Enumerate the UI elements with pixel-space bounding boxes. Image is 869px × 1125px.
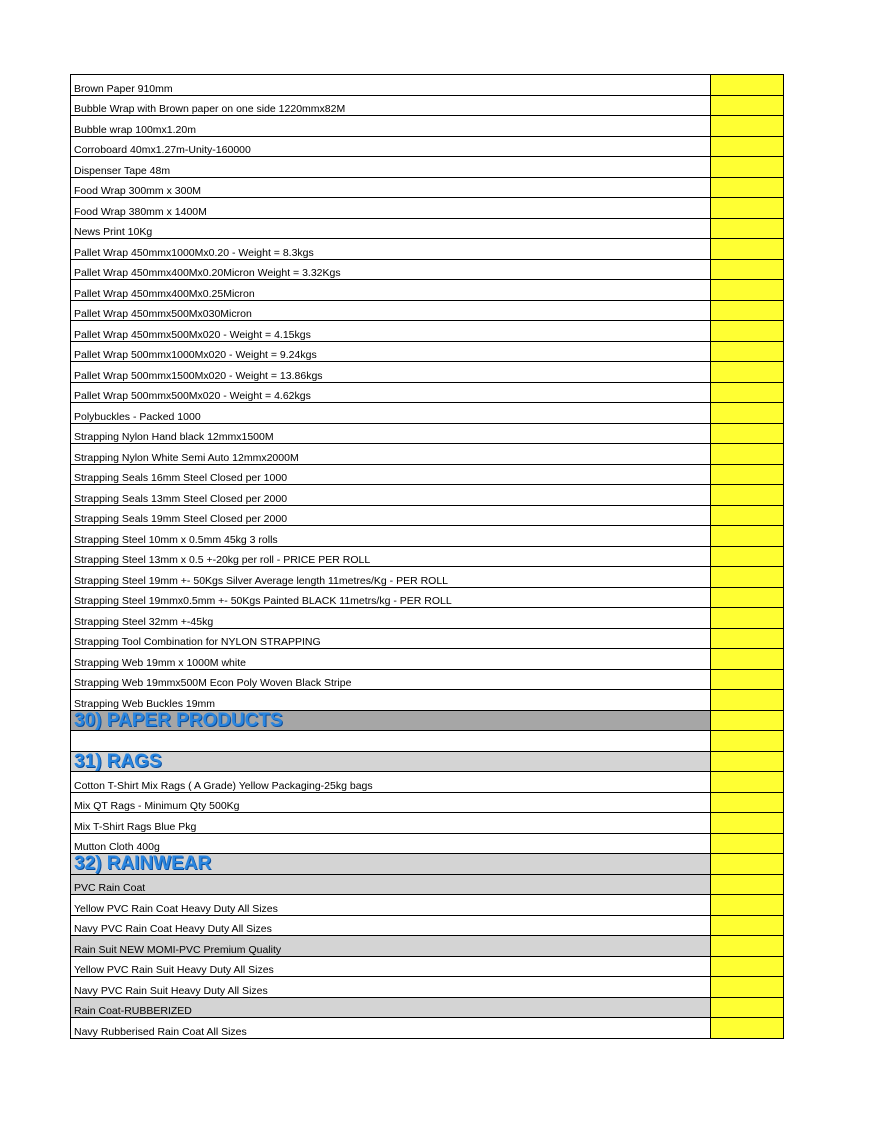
product-row (71, 833, 784, 854)
product-row (71, 280, 784, 301)
price-cell[interactable] (711, 792, 784, 813)
product-description: Dispenser Tape 48m (71, 157, 711, 178)
product-row (71, 177, 784, 198)
product-description: Navy PVC Rain Suit Heavy Duty All Sizes (71, 977, 711, 998)
product-row (71, 956, 784, 977)
product-row (71, 567, 784, 588)
product-description: Yellow PVC Rain Suit Heavy Duty All Sizes (71, 956, 711, 977)
product-description: Strapping Seals 16mm Steel Closed per 1000 (71, 464, 711, 485)
product-description: Strapping Steel 19mm +- 50Kgs Silver Average length 11metres/Kg - PER ROLL (71, 567, 711, 588)
price-cell[interactable] (711, 772, 784, 793)
section-title: 31) RAGS (71, 751, 711, 772)
price-cell[interactable] (711, 690, 784, 711)
product-row (71, 608, 784, 629)
product-description: Pallet Wrap 500mmx500Mx020 - Weight = 4.62kgs (71, 382, 711, 403)
price-cell[interactable] (711, 1018, 784, 1039)
price-cell[interactable] (711, 341, 784, 362)
price-cell[interactable] (711, 157, 784, 178)
product-description: Pallet Wrap 500mmx1500Mx020 - Weight = 13.86kgs (71, 362, 711, 383)
product-description: Brown Paper 910mm (71, 75, 711, 96)
product-description: Navy PVC Rain Coat Heavy Duty All Sizes (71, 915, 711, 936)
product-description: Mix QT Rags - Minimum Qty 500Kg (71, 792, 711, 813)
product-row (71, 1018, 784, 1039)
product-description: Pallet Wrap 450mmx400Mx0.25Micron (71, 280, 711, 301)
product-row (71, 628, 784, 649)
product-description (71, 731, 711, 752)
product-row (71, 915, 784, 936)
product-row (71, 546, 784, 567)
price-cell[interactable] (711, 567, 784, 588)
price-cell[interactable] (711, 710, 784, 731)
price-cell[interactable] (711, 218, 784, 239)
product-row (71, 218, 784, 239)
price-cell[interactable] (711, 608, 784, 629)
product-row (71, 239, 784, 260)
price-cell[interactable] (711, 833, 784, 854)
section-heading-row (71, 854, 784, 875)
product-row (71, 198, 784, 219)
product-row (71, 157, 784, 178)
product-description: Strapping Seals 13mm Steel Closed per 2000 (71, 485, 711, 506)
price-cell[interactable] (711, 444, 784, 465)
product-row (71, 362, 784, 383)
product-description: Pallet Wrap 450mmx400Mx0.20Micron Weight = 3.32Kgs (71, 259, 711, 280)
price-cell[interactable] (711, 362, 784, 383)
product-row (71, 772, 784, 793)
price-cell[interactable] (711, 423, 784, 444)
product-row (71, 649, 784, 670)
product-row (71, 259, 784, 280)
price-cell[interactable] (711, 895, 784, 916)
product-description: Bubble wrap 100mx1.20m (71, 116, 711, 137)
product-row (71, 444, 784, 465)
product-row (71, 341, 784, 362)
price-cell[interactable] (711, 546, 784, 567)
product-row (71, 485, 784, 506)
product-row (71, 116, 784, 137)
price-cell[interactable] (711, 854, 784, 875)
product-row (71, 505, 784, 526)
product-description: Rain Suit NEW MOMI-PVC Premium Quality (71, 936, 711, 957)
product-description: Cotton T-Shirt Mix Rags ( A Grade) Yellow Packaging-25kg bags (71, 772, 711, 793)
product-description: Strapping Steel 19mmx0.5mm +- 50Kgs Painted BLACK 11metrs/kg - PER ROLL (71, 587, 711, 608)
price-cell[interactable] (711, 997, 784, 1018)
product-row (71, 813, 784, 834)
price-cell[interactable] (711, 280, 784, 301)
product-description: Bubble Wrap with Brown paper on one side 1220mmx82M (71, 95, 711, 116)
product-row (71, 895, 784, 916)
product-row (71, 403, 784, 424)
product-row (71, 423, 784, 444)
product-description: Pallet Wrap 500mmx1000Mx020 - Weight = 9.24kgs (71, 341, 711, 362)
product-description: Rain Coat-RUBBERIZED (71, 997, 711, 1018)
price-cell[interactable] (711, 915, 784, 936)
price-cell[interactable] (711, 136, 784, 157)
product-description: Strapping Steel 10mm x 0.5mm 45kg 3 rolls (71, 526, 711, 547)
category-subheading-row (71, 936, 784, 957)
product-row (71, 95, 784, 116)
product-description: Strapping Tool Combination for NYLON STRAPPING (71, 628, 711, 649)
product-description: Strapping Web Buckles 19mm (71, 690, 711, 711)
product-row (71, 526, 784, 547)
price-cell[interactable] (711, 464, 784, 485)
price-list-body (71, 75, 784, 1039)
product-description: Yellow PVC Rain Coat Heavy Duty All Sizes (71, 895, 711, 916)
product-row (71, 464, 784, 485)
product-description: Food Wrap 300mm x 300M (71, 177, 711, 198)
price-list-table (70, 74, 784, 1039)
category-subheading-row (71, 997, 784, 1018)
product-description: Pallet Wrap 450mmx500Mx030Micron (71, 300, 711, 321)
price-cell[interactable] (711, 75, 784, 96)
price-cell[interactable] (711, 259, 784, 280)
price-cell[interactable] (711, 485, 784, 506)
product-description: Polybuckles - Packed 1000 (71, 403, 711, 424)
product-row (71, 75, 784, 96)
price-cell[interactable] (711, 977, 784, 998)
price-cell[interactable] (711, 956, 784, 977)
price-cell[interactable] (711, 936, 784, 957)
price-cell[interactable] (711, 95, 784, 116)
product-row (71, 977, 784, 998)
product-description: PVC Rain Coat (71, 874, 711, 895)
section-title: 32) RAINWEAR (71, 854, 711, 875)
price-cell[interactable] (711, 874, 784, 895)
price-cell[interactable] (711, 731, 784, 752)
price-cell[interactable] (711, 649, 784, 670)
category-subheading-row (71, 874, 784, 895)
product-description: Mutton Cloth 400g (71, 833, 711, 854)
section-heading-row (71, 751, 784, 772)
product-row (71, 300, 784, 321)
price-cell[interactable] (711, 198, 784, 219)
product-description: Strapping Web 19mmx500M Econ Poly Woven Black Stripe (71, 669, 711, 690)
product-description: Mix T-Shirt Rags Blue Pkg (71, 813, 711, 834)
product-description: Strapping Nylon White Semi Auto 12mmx2000M (71, 444, 711, 465)
price-cell[interactable] (711, 321, 784, 342)
price-cell[interactable] (711, 239, 784, 260)
product-row (71, 669, 784, 690)
product-row (71, 321, 784, 342)
product-row (71, 792, 784, 813)
product-description: Strapping Steel 13mm x 0.5 +-20kg per roll - PRICE PER ROLL (71, 546, 711, 567)
product-row (71, 587, 784, 608)
product-description: Strapping Nylon Hand black 12mmx1500M (71, 423, 711, 444)
price-cell[interactable] (711, 813, 784, 834)
product-description: Pallet Wrap 450mmx500Mx020 - Weight = 4.15kgs (71, 321, 711, 342)
product-description: Food Wrap 380mm x 1400M (71, 198, 711, 219)
section-heading-row (71, 710, 784, 731)
product-description: Pallet Wrap 450mmx1000Mx0.20 - Weight = 8.3kgs (71, 239, 711, 260)
price-cell[interactable] (711, 116, 784, 137)
price-cell[interactable] (711, 403, 784, 424)
price-cell[interactable] (711, 587, 784, 608)
product-description: Strapping Web 19mm x 1000M white (71, 649, 711, 670)
price-cell[interactable] (711, 177, 784, 198)
product-row (71, 382, 784, 403)
section-title: 30) PAPER PRODUCTS (71, 710, 711, 731)
product-row (71, 731, 784, 752)
price-cell[interactable] (711, 628, 784, 649)
product-description: News Print 10Kg (71, 218, 711, 239)
product-description: Navy Rubberised Rain Coat All Sizes (71, 1018, 711, 1039)
product-row (71, 690, 784, 711)
price-cell[interactable] (711, 300, 784, 321)
price-cell[interactable] (711, 505, 784, 526)
price-cell[interactable] (711, 382, 784, 403)
product-description: Strapping Steel 32mm +-45kg (71, 608, 711, 629)
price-cell[interactable] (711, 526, 784, 547)
product-description: Corroboard 40mx1.27m-Unity-160000 (71, 136, 711, 157)
product-description: Strapping Seals 19mm Steel Closed per 2000 (71, 505, 711, 526)
product-row (71, 136, 784, 157)
price-cell[interactable] (711, 669, 784, 690)
price-cell[interactable] (711, 751, 784, 772)
